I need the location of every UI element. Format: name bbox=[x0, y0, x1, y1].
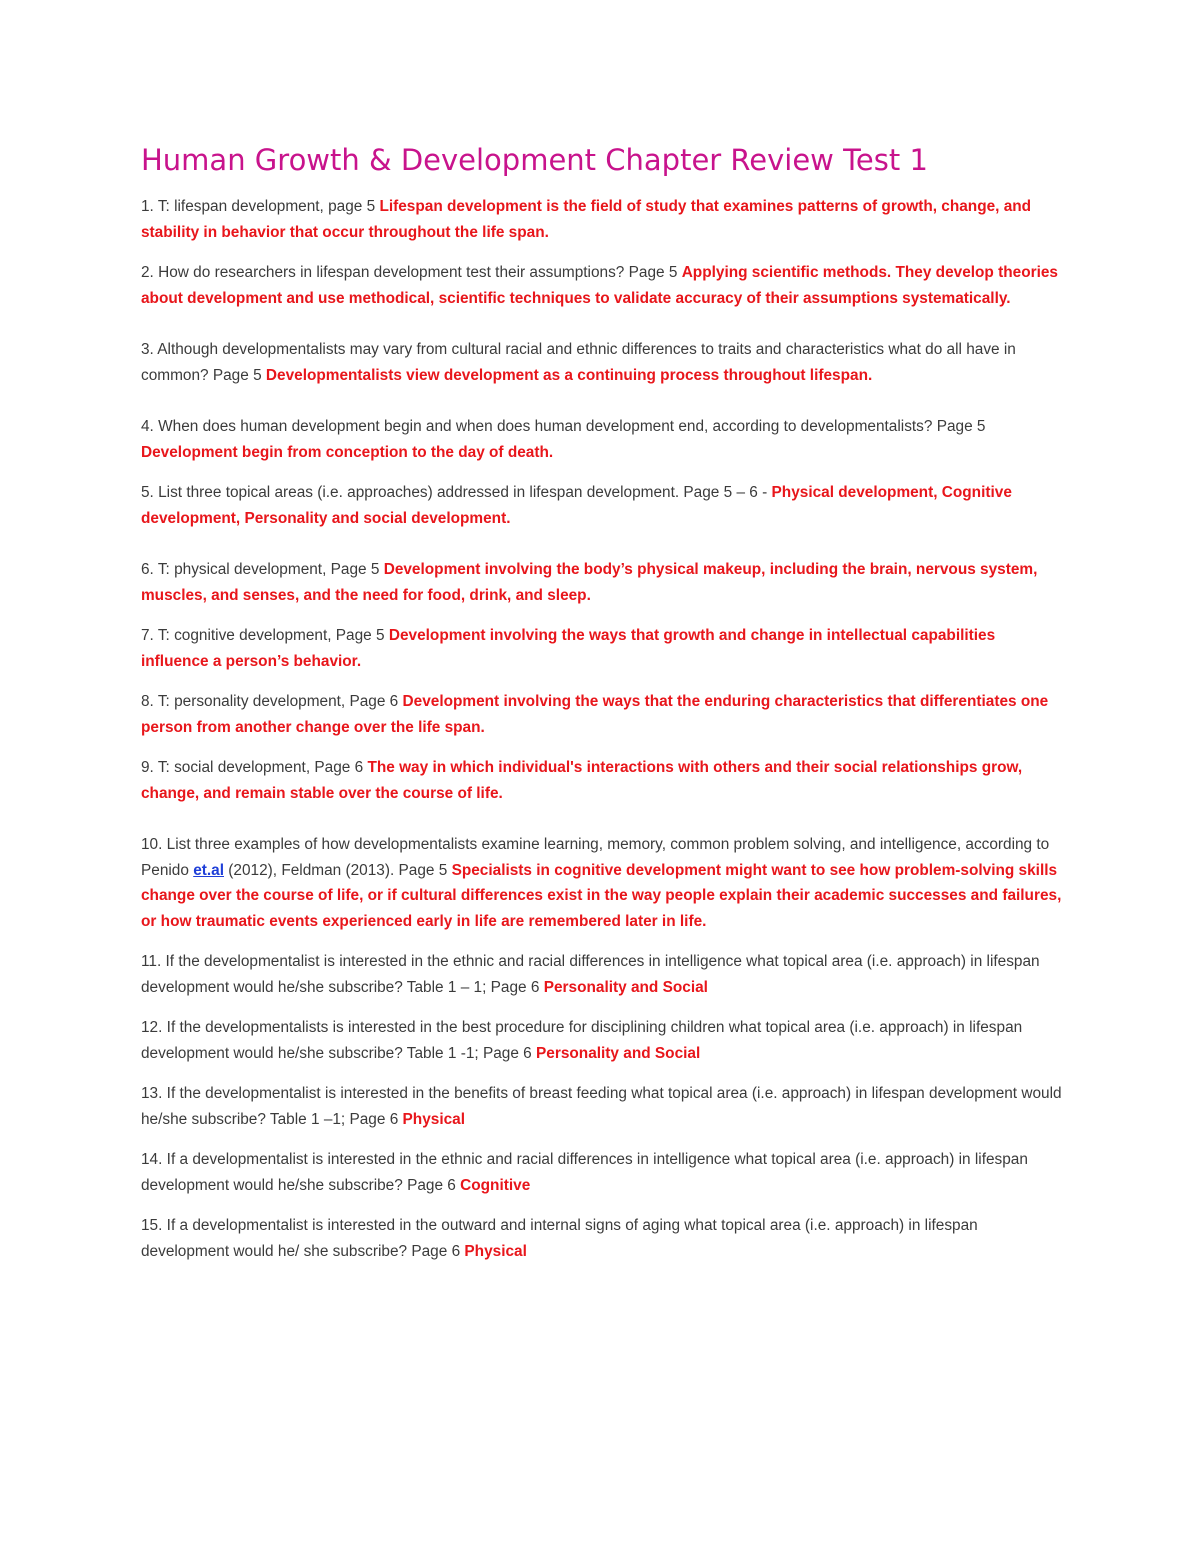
question-2: 2. How do researchers in lifespan development test their assumptions? Page 5 bbox=[141, 264, 682, 281]
qa-item-4 bbox=[141, 414, 1066, 465]
qa-item-5 bbox=[141, 480, 1066, 531]
question-12: 12. If the developmentalists is interested in the best procedure for disciplining children what topical area (i.e. approach) in lifespan development would he/she subscribe? Table 1 -1; Page 6 bbox=[141, 1019, 1023, 1062]
question-1: 1. T: lifespan development, page 5 bbox=[141, 198, 380, 215]
qa-item-15 bbox=[141, 1213, 1066, 1264]
question-14: 14. If a developmentalist is interested in the ethnic and racial differences in intelligence what topical area (i.e. approach) in lifespan development would he/she subscribe? Page 6 bbox=[141, 1151, 1028, 1194]
qa-item-6 bbox=[141, 557, 1066, 608]
qa-item-13 bbox=[141, 1081, 1066, 1132]
question-11: 11. If the developmentalist is interested in the ethnic and racial differences in intelligence what topical area (i.e. approach) in lifespan development would he/she subscribe? Table 1 – 1; Page 6 bbox=[141, 953, 1040, 996]
qa-item-2 bbox=[141, 260, 1066, 311]
question-10-after-link: (2012), Feldman (2013). Page 5 bbox=[224, 861, 452, 879]
qa-item-11 bbox=[141, 949, 1066, 1000]
qa-item-7 bbox=[141, 623, 1066, 674]
answer-4: Development begin from conception to the day of death. bbox=[141, 443, 554, 461]
answer-8: Development involving the ways that the enduring characteristics that differentiates one person from another change over the life span. bbox=[141, 693, 1049, 736]
answer-13: Physical bbox=[402, 1110, 466, 1128]
question-3: 3. Although developmentalists may vary from cultural racial and ethnic differences to traits and characteristics what do all have in common? Page 5 bbox=[141, 341, 1016, 384]
document-page bbox=[141, 140, 1066, 1279]
answer-7: Development involving the ways that growth and change in intellectual capabilities influence a person’s behavior. bbox=[141, 627, 996, 670]
qa-item-3 bbox=[141, 337, 1066, 388]
question-15: 15. If a developmentalist is interested in the outward and internal signs of aging what topical area (i.e. approach) in lifespan development would he/ she subscribe? Page 6 bbox=[141, 1217, 978, 1260]
document-title: Human Growth & Development Chapter Review Test 1 bbox=[141, 143, 928, 177]
qa-item-8 bbox=[141, 689, 1066, 740]
answer-2: Applying scientific methods. They develop theories about development and use methodical, scientific techniques to validate accuracy of their assumptions systematically. bbox=[141, 264, 1058, 307]
answer-3: Developmentalists view development as a continuing process throughout lifespan. bbox=[265, 366, 873, 384]
qa-item-14 bbox=[141, 1147, 1066, 1198]
question-13: 13. If the developmentalist is interested in the benefits of breast feeding what topical area (i.e. approach) in lifespan development would he/she subscribe? Table 1 –1; Page 6 bbox=[141, 1085, 1062, 1128]
answer-9: The way in which individual's interactions with others and their social relationships grow, change, and remain stable over the course of life. bbox=[141, 759, 1023, 802]
qa-item-10 bbox=[141, 832, 1066, 934]
question-9: 9. T: social development, Page 6 bbox=[141, 759, 368, 776]
answer-1: Lifespan development is the field of study that examines patterns of growth, change, and stability in behavior that occur throughout the life span. bbox=[141, 198, 1032, 241]
answer-5: Physical development, Cognitive development, Personality and social development. bbox=[141, 484, 1012, 527]
answer-10: Specialists in cognitive development might want to see how problem-solving skills change over the course of life, or if cultural differences exist in the way people explain their academic successes and failures, or how traumatic events experienced early in life are remembered later in life. bbox=[141, 861, 1062, 930]
answer-12: Personality and Social bbox=[536, 1044, 701, 1062]
question-6: 6. T: physical development, Page 5 bbox=[141, 561, 384, 578]
answer-15: Physical bbox=[464, 1242, 527, 1260]
answer-14: Cognitive bbox=[460, 1176, 531, 1194]
answer-6: Development involving the body’s physical makeup, including the brain, nervous system, muscles, and senses, and the need for food, drink, and sleep. bbox=[141, 561, 1038, 604]
qa-item-1 bbox=[141, 194, 1066, 245]
qa-item-9 bbox=[141, 755, 1066, 806]
qa-item-12 bbox=[141, 1015, 1066, 1066]
question-7: 7. T: cognitive development, Page 5 bbox=[141, 627, 389, 644]
answer-11: Personality and Social bbox=[543, 978, 708, 996]
question-5: 5. List three topical areas (i.e. approaches) addressed in lifespan development. Page 5 – 6 - bbox=[141, 484, 772, 501]
question-4: 4. When does human development begin and when does human development end, according to developmentalists? Page 5 bbox=[141, 418, 986, 435]
question-8: 8. T: personality development, Page 6 bbox=[141, 693, 403, 710]
question-10-before-link: 10. List three examples of how developmentalists examine learning, memory, common problem solving, and intelligence, according to Penido bbox=[141, 836, 1050, 879]
citation-link[interactable]: et.al bbox=[193, 861, 224, 879]
